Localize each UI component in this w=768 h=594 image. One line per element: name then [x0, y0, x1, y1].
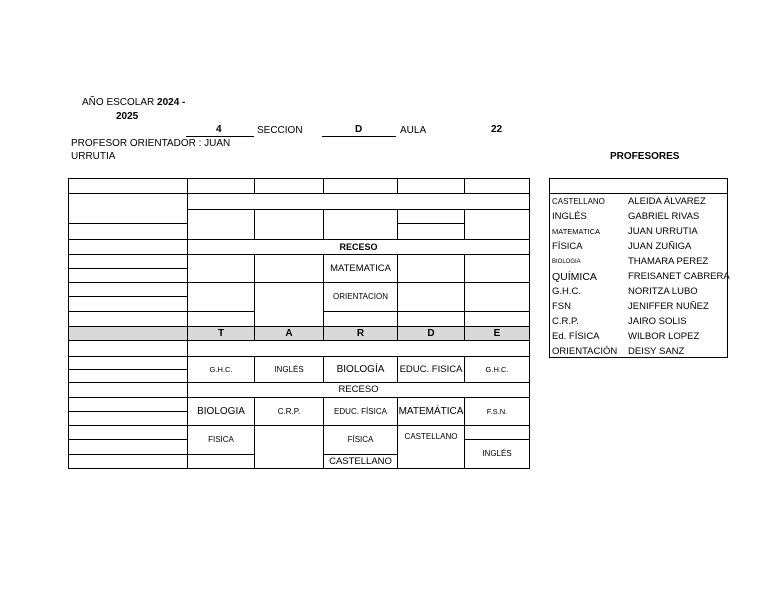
teachers-title: PROFESORES	[610, 151, 680, 162]
afternoon-row1-cell: INGLÉS	[255, 357, 324, 383]
cell	[69, 412, 188, 426]
teachers-table	[549, 178, 728, 359]
teacher-subject: INGLÉS	[552, 211, 587, 222]
afternoon-row1-cell: G.H.C.	[465, 357, 530, 383]
cell	[324, 210, 398, 240]
afternoon-row2-cell: BIOLOGIA	[188, 398, 255, 426]
cell	[69, 283, 188, 297]
teacher-row	[549, 239, 728, 254]
teacher-name: ALEIDA ÁLVAREZ	[628, 196, 706, 207]
cell	[69, 357, 188, 370]
school-year-label-row	[82, 97, 185, 108]
cell	[69, 269, 188, 283]
cell	[69, 398, 188, 412]
cell	[69, 297, 188, 312]
cell	[255, 283, 324, 327]
cell	[188, 194, 530, 210]
cell	[398, 255, 465, 283]
afternoon-row2-cell: C.R.P.	[255, 398, 324, 426]
teacher-subject: BIOLOGIA	[552, 258, 581, 265]
teacher-name: GABRIEL RIVAS	[628, 211, 700, 222]
teacher-subject: ORIENTACIÓN	[552, 346, 618, 357]
teacher-row	[549, 284, 728, 299]
cell	[398, 224, 465, 240]
teacher-name: JENIFFER NUÑEZ	[628, 301, 709, 312]
teacher-name: JUAN ZUÑIGA	[628, 241, 692, 252]
teacher-subject: G.H.C.	[552, 286, 582, 297]
tarde-label-blank	[69, 327, 188, 341]
cell	[255, 255, 324, 283]
afternoon-row2-cell: F.S.N.	[465, 398, 530, 426]
teacher-name: DEISY SANZ	[628, 346, 685, 357]
cell	[188, 283, 255, 312]
cell	[465, 179, 530, 194]
teacher-subject: FÍSICA	[552, 241, 583, 252]
teacher-name: JUAN URRUTIA	[628, 226, 698, 237]
cell	[324, 179, 398, 194]
cell	[398, 283, 465, 312]
cell	[69, 383, 188, 398]
teacher-subject: FSN	[552, 301, 571, 312]
teacher-row	[549, 209, 728, 224]
cell	[188, 210, 255, 240]
cell	[69, 179, 188, 194]
room-label: AULA	[400, 125, 427, 136]
afternoon-row1-cell: EDUC. FISICA	[398, 357, 465, 383]
section-underline	[322, 136, 396, 137]
schedule-table	[68, 178, 530, 469]
room-value: 22	[491, 124, 503, 135]
afternoon-row1-cell: BIOLOGÍA	[324, 357, 398, 383]
morning-orientacion: ORIENTACION	[324, 283, 398, 312]
teachers-header-blank	[549, 178, 728, 194]
recess-1: RECESO	[188, 240, 530, 255]
cell	[398, 210, 465, 224]
cell	[69, 455, 188, 469]
teacher-name: THAMARA PEREZ	[628, 256, 709, 267]
afternoon-row3-cell: CASTELLANO	[398, 426, 465, 469]
teacher-row	[549, 299, 728, 314]
teacher-name: WILBOR LOPEZ	[628, 331, 700, 342]
teacher-name: FREISANET CABRERA	[628, 271, 730, 282]
afternoon-row3-cell: FISICA	[188, 426, 255, 455]
cell	[465, 312, 530, 327]
cell	[324, 312, 398, 327]
cell	[398, 179, 465, 194]
section-value: D	[355, 124, 363, 135]
teacher-row	[549, 314, 728, 329]
teacher-subject: CASTELLANO	[552, 197, 605, 206]
morning-matematica: MATEMATICA	[324, 255, 398, 283]
cell	[69, 440, 188, 455]
cell	[69, 255, 188, 269]
cell	[398, 312, 465, 327]
cell	[188, 341, 530, 357]
cell	[69, 426, 188, 440]
cell	[465, 210, 530, 240]
cell	[69, 312, 188, 327]
teacher-subject: QUÍMICA	[552, 270, 597, 283]
grade-value: 4	[216, 124, 222, 135]
cell	[69, 370, 188, 383]
cell	[69, 224, 188, 240]
school-year-value: 2024 -	[157, 97, 186, 108]
teacher-name: NORITZA LUBO	[628, 286, 698, 297]
cell	[188, 312, 255, 327]
cell	[465, 255, 530, 283]
afternoon-row3-cell: CASTELLANO	[324, 455, 398, 469]
counselor-label: PROFESOR ORIENTADOR : JUAN	[71, 138, 231, 149]
tarde-letter: R	[324, 327, 398, 341]
teacher-row	[549, 329, 728, 344]
cell	[465, 283, 530, 312]
school-year-end: 2025	[116, 111, 139, 122]
recess-2: RECESO	[188, 383, 530, 398]
teacher-subject: C.R.P.	[552, 316, 579, 327]
tarde-letter: T	[188, 327, 255, 341]
counselor-name-cont: URRUTIA	[71, 151, 116, 162]
cell	[255, 426, 324, 469]
afternoon-row2-cell: MATEMÁTICA	[398, 398, 465, 426]
cell	[255, 210, 324, 240]
grade-underline	[186, 136, 254, 137]
cell	[188, 455, 255, 469]
teacher-row	[549, 194, 728, 210]
school-year-label: AÑO ESCOLAR	[82, 97, 155, 108]
tarde-letter: A	[255, 327, 324, 341]
cell	[69, 194, 188, 224]
cell	[465, 426, 530, 440]
cell	[69, 240, 188, 255]
teacher-name: JAIRO SOLIS	[628, 316, 687, 327]
cell	[188, 255, 255, 283]
tarde-letter: E	[465, 327, 530, 341]
afternoon-row3-cell: INGLÉS	[465, 440, 530, 469]
cell	[188, 179, 255, 194]
teacher-subject: Ed. FÍSICA	[552, 331, 600, 342]
afternoon-row3-cell: FÍSICA	[324, 426, 398, 455]
afternoon-row2-cell: EDUC. FÍSICA	[324, 398, 398, 426]
teacher-row	[549, 269, 728, 284]
teacher-row	[549, 254, 728, 269]
teacher-row	[549, 344, 728, 359]
teacher-subject: MATEMATICA	[552, 227, 601, 236]
cell	[255, 179, 324, 194]
tarde-letter: D	[398, 327, 465, 341]
section-label: SECCION	[257, 125, 303, 136]
afternoon-row1-cell: G.H.C.	[188, 357, 255, 383]
teacher-row	[549, 224, 728, 239]
cell	[69, 341, 188, 357]
